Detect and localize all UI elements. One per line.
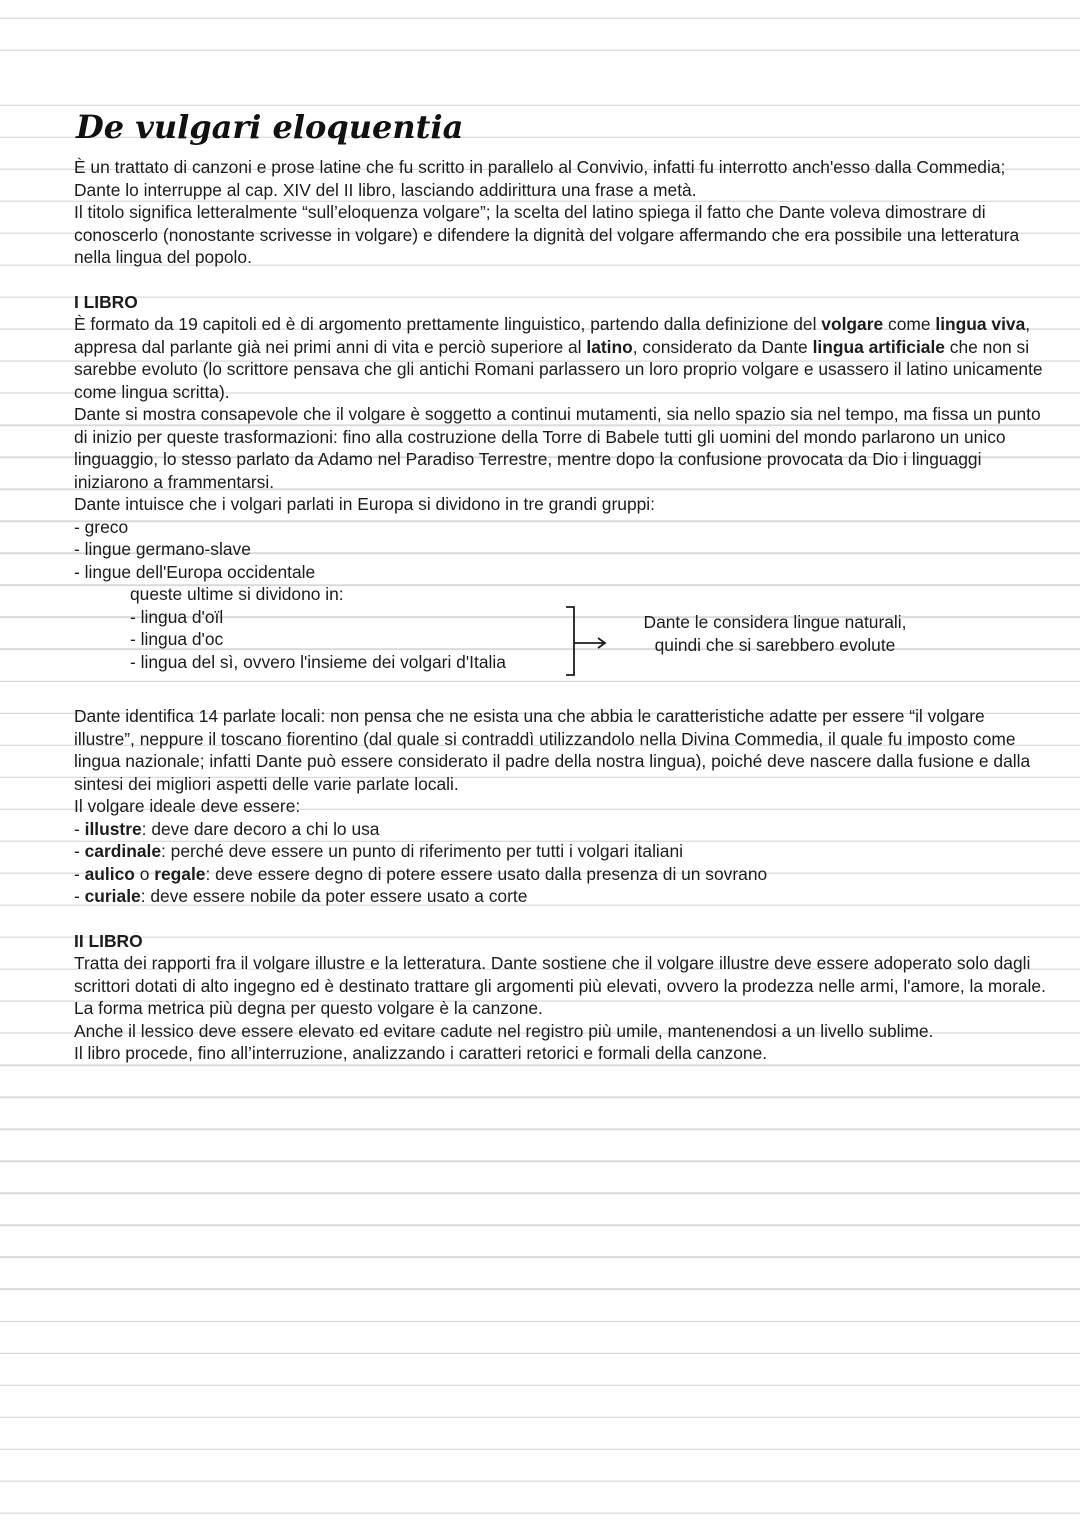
sub-intro: queste ultime si dividono in:: [130, 584, 344, 604]
libro2-paragraph-1: Tratta dei rapporti fra il volgare illustre e la letteratura. Dante sostiene che il volgare illustre deve essere adoperato solo dagli scrittori dotati di alto ingegno ed è destinato trattare gli argomenti più elevati, ovvero la prodezza nelle armi, l'amore, la morale.: [74, 953, 1046, 996]
language-groups-list: [74, 516, 1049, 584]
libro2-paragraph-4: Il libro procede, fino all’interruzione, analizzando i caratteri retorici e formali della canzone.: [74, 1043, 768, 1063]
list-item: - lingua d'oc: [130, 629, 224, 649]
list-item: - cardinale: perché deve essere un punto di riferimento per tutti i volgari italiani: [74, 841, 683, 861]
page-title: De vulgari eloquentia: [76, 108, 464, 146]
list-item: - lingue dell'Europa occidentale: [74, 561, 316, 582]
libro2-paragraph-3: Anche il lessico deve essere elevato ed evitare cadute nel registro più umile, mantenendosi a un livello sublime.: [74, 1020, 934, 1041]
libro1-paragraph-3: Dante intuisce che i volgari parlati in Europa si dividono in tre grandi gruppi:: [74, 494, 655, 514]
list-item: - illustre: deve dare decoro a chi lo usa: [74, 818, 380, 839]
list-item: - curiale: deve essere nobile da poter essere usato a corte: [74, 886, 528, 906]
section-heading-libro-2: II LIBRO: [74, 930, 143, 951]
list-item: - greco: [74, 516, 129, 537]
side-note: Dante le considera lingue naturali, quindi che si sarebbero evolute: [643, 612, 907, 655]
libro1-paragraph-4: Dante identifica 14 parlate locali: non pensa che ne esista una che abbia le caratteristiche adatte per essere “il volgare illustre”, neppure il toscano fiorentino (dal quale si contraddì utilizzandolo nella Divina Commedia, il quale fu imposto come lingua nazionale; infatti Dante può essere considerato il padre della nostra lingua), poiché deve nascere dalla fusione e dalla sintesi dei migliori aspetti delle varie parlate locali.: [74, 706, 1031, 794]
list-item: - lingua d'oïl: [130, 606, 224, 627]
section-heading-libro-1: I LIBRO: [74, 291, 138, 312]
qualities-list: [74, 818, 1049, 908]
document-page: [74, 104, 1049, 1065]
list-item: - lingua del sì, ovvero l'insieme dei volgari d'Italia: [130, 651, 506, 672]
intro-paragraph-1: È un trattato di canzoni e prose latine che fu scritto in parallelo al Convivio, infatti fu interrotto anch'esso dalla Commedia; Dante lo interruppe al cap. XIV del II libro, lasciando addirittura una frase a metà.: [74, 157, 1006, 200]
libro2-paragraph-2: La forma metrica più degna per questo volgare è la canzone.: [74, 998, 543, 1018]
intro-paragraph-2: Il titolo significa letteralmente “sull’eloquenza volgare”; la scelta del latino spiega il fatto che Dante voleva dimostrare di conoscerlo (nonostante scrivesse in volgare) e difendere la dignità del volgare affermando che era possibile una letteratura nella lingua del popolo.: [74, 202, 1020, 267]
libro1-paragraph-1: È formato da 19 capitoli ed è di argomento prettamente linguistico, partendo dalla definizione del volgare come lingua viva, appresa dal parlante già nei primi anni di vita e perciò superiore al latino, considerato da Dante lingua artificiale che non si sarebbe evoluto (lo scrittore pensava che gli antichi Romani parlassero un loro proprio volgare e usassero il latino unicamente come lingua scritta).: [74, 314, 1043, 402]
western-languages-block: [74, 583, 1049, 673]
list-item: - lingue germano-slave: [74, 539, 251, 559]
list-item: - aulico o regale: deve essere degno di potere essere usato dalla presenza di un sovrano: [74, 863, 768, 884]
libro1-paragraph-5: Il volgare ideale deve essere:: [74, 796, 301, 816]
libro1-paragraph-2: Dante si mostra consapevole che il volgare è soggetto a continui mutamenti, sia nello spazio sia nel tempo, ma fissa un punto di inizio per queste trasformazioni: fino alla costruzione della Torre di Babele tutti gli uomini del mondo parlarono un unico linguaggio, lo stesso parlato da Adamo nel Paradiso Terrestre, mentre dopo la confusione provocata da Dio i linguaggi iniziarono a frammentarsi.: [74, 404, 1041, 492]
bracket-arrow-icon: [564, 605, 610, 677]
